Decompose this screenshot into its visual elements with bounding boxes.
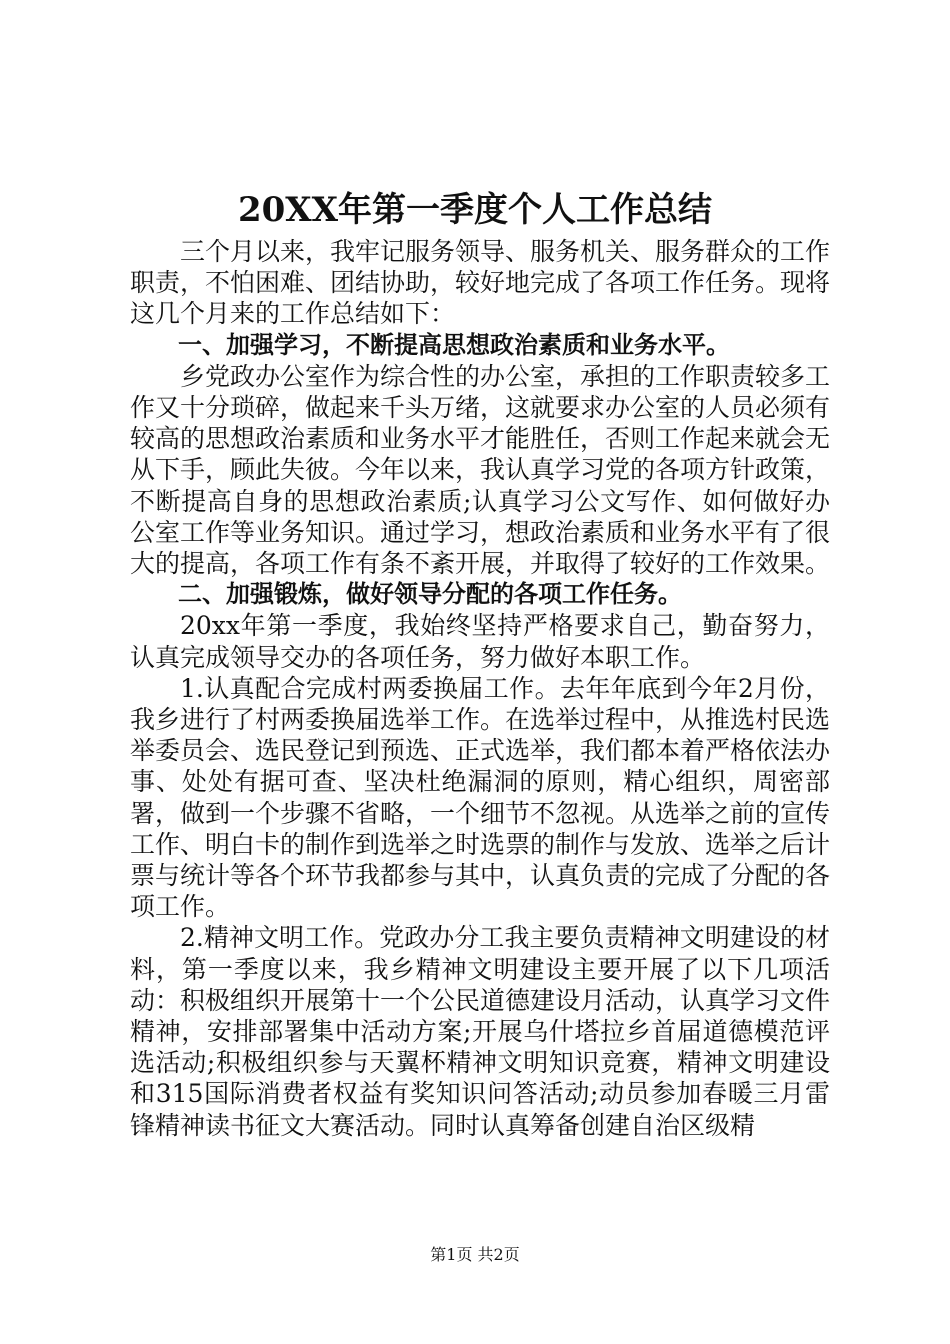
section-heading-2: 二、加强锻炼，做好领导分配的各项工作任务。 [178,580,682,609]
section-1-paragraph: 乡党政办公室作为综合性的办公室，承担的工作职责较多工作又十分琐碎，做起来千头万绪，这就要求办公室的人员必须有较高的思想政治素质和业务水平才能胜任，否则工作起来就会无从下手，顾此失彼。今年以来，我认真学习党的各项方针政策，不断提高自身的思想政治素质;认真学习公文写作、如何做好办公室工作等业务知识。通过学习，想政治素质和业务水平有了很大的提高，各项工作有条不紊开展，并取得了较好的工作效果。 [130,361,831,579]
intro-paragraph: 三个月以来，我牢记服务领导、服务机关、服务群众的工作职责，不怕困难、团结协助，较好地完成了各项工作任务。现将这几个月来的工作总结如下： [130,237,831,329]
item-2-paragraph: 2.精神文明工作。党政办分工我主要负责精神文明建设的材料，第一季度以来，我乡精神文明建设主要开展了以下几项活动：积极组织开展第十一个公民道德建设月活动，认真学习文件精神，安排部署集中活动方案;开展乌什塔拉乡首届道德模范评选活动;积极组织参与天翼杯精神文明知识竞赛，精神文明建设和315国际消费者权益有奖知识问答活动;动员参加春暖三月雷锋精神读书征文大赛活动。同时认真筹备创建自治区级精 [130,923,831,1140]
page-number-footer: 第1页 共2页 [430,1245,520,1264]
section-heading-1: 一、加强学习，不断提高思想政治素质和业务水平。 [178,330,730,359]
item-1-paragraph: 1.认真配合完成村两委换届工作。去年年底到今年2月份，我乡进行了村两委换届选举工作。在选举过程中，从推选村民选举委员会、选民登记到预选、正式选举，我们都本着严格依法办事、处处有据可查、坚决杜绝漏洞的原则，精心组织，周密部署，做到一个步骤不省略，一个细节不忽视。从选举之前的宣传工作、明白卡的制作到选举之时选票的制作与发放、选举之后计票与统计等各个环节我都参与其中，认真负责的完成了分配的各项工作。 [130,673,831,922]
section-2-intro-paragraph: 20xx年第一季度，我始终坚持严格要求自己，勤奋努力，认真完成领导交办的各项任务，努力做好本职工作。 [130,611,830,672]
document-title: 20XX年第一季度个人工作总结 [237,190,713,230]
document-body [130,236,830,1141]
